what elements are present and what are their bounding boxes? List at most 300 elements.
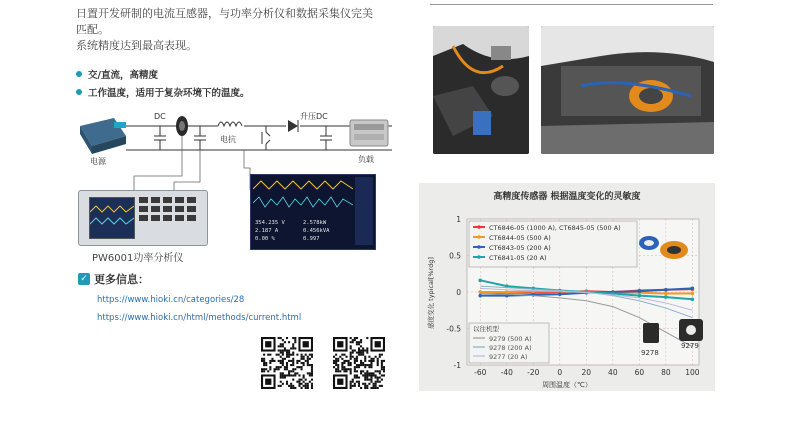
qr-module (360, 370, 362, 372)
x-tick-label: 40 (608, 368, 618, 377)
readout-0: 354.235 V (255, 220, 285, 226)
qr-module (311, 374, 313, 376)
qr-module (278, 354, 280, 356)
qr-module (282, 349, 284, 351)
qr-module (290, 347, 292, 349)
product-label-9279: 9279 (681, 342, 699, 350)
qr-module (298, 374, 300, 376)
qr-module (377, 370, 379, 372)
qr-module (303, 358, 305, 360)
qr-module (311, 356, 313, 358)
qr-module (381, 379, 383, 381)
qr-module (282, 339, 284, 341)
qr-module (348, 368, 350, 370)
qr-module (286, 356, 288, 358)
qr-module (348, 362, 350, 364)
qr-module (282, 352, 284, 354)
x-tick-label: -40 (500, 368, 513, 377)
qr-module (286, 368, 288, 370)
qr-module (271, 358, 273, 360)
qr-module (364, 358, 366, 360)
qr-module (375, 383, 377, 385)
qr-module (377, 381, 379, 383)
qr-module (280, 366, 282, 368)
qr-module (298, 385, 300, 387)
qr-module (269, 354, 271, 356)
qr-module (345, 370, 347, 372)
qr-module (292, 385, 294, 387)
qr-module (360, 354, 362, 356)
qr-module (309, 358, 311, 360)
qr-module (341, 358, 343, 360)
qr-module (370, 381, 372, 383)
qr-module (267, 354, 269, 356)
qr-module (282, 362, 284, 364)
qr-module (278, 360, 280, 362)
qr-module (356, 377, 358, 379)
qr-module (354, 374, 356, 376)
series-point (478, 294, 482, 298)
qr-module (364, 377, 366, 379)
qr-module (286, 354, 288, 356)
qr-module (282, 372, 284, 374)
qr-module (263, 360, 265, 362)
qr-module (368, 372, 370, 374)
qr-module (364, 383, 366, 385)
bullet-dot-icon (76, 71, 82, 77)
qr-module (303, 356, 305, 358)
qr-module (280, 343, 282, 345)
qr-module (278, 349, 280, 351)
qr-module (335, 358, 337, 360)
qr-module (298, 366, 300, 368)
qr-module (383, 370, 385, 372)
qr-module (288, 354, 290, 356)
qr-module (368, 364, 370, 366)
qr-module (294, 337, 296, 339)
qr-module (356, 352, 358, 354)
qr-module (301, 379, 303, 381)
qr-module (292, 345, 294, 347)
x-tick-label: 20 (581, 368, 592, 377)
qr-module (354, 370, 356, 372)
qr-module (350, 341, 352, 343)
qr-module (352, 356, 354, 358)
qr-module (288, 385, 290, 387)
qr-module (276, 354, 278, 356)
qr-module (296, 354, 298, 356)
series-point (664, 288, 668, 292)
qr-module (292, 364, 294, 366)
qr-module (362, 354, 364, 356)
qr-module (335, 364, 337, 366)
qr-module (290, 385, 292, 387)
power-analyzer-device (78, 190, 208, 246)
qr-module (311, 372, 313, 374)
qr-module (348, 360, 350, 362)
qr-module (345, 368, 347, 370)
qr-module (288, 352, 290, 354)
engine-photo-1 (433, 26, 529, 154)
qr-module (265, 362, 267, 364)
qr-module (366, 374, 368, 376)
more-info-heading (78, 271, 149, 287)
qr-module (292, 354, 294, 356)
qr-module (290, 374, 292, 376)
qr-module (292, 347, 294, 349)
qr-module (354, 358, 356, 360)
qr-finder (265, 379, 271, 385)
y-tick-label: 0 (456, 288, 461, 297)
qr-module (343, 370, 345, 372)
qr-module (368, 379, 370, 381)
info-icon: ✓ (78, 273, 90, 285)
qr-module (360, 360, 362, 362)
qr-module (352, 352, 354, 354)
qr-module (307, 360, 309, 362)
qr-module (381, 364, 383, 366)
qr-module (375, 385, 377, 387)
qr-module (301, 358, 303, 360)
qr-module (370, 379, 372, 381)
qr-module (305, 354, 307, 356)
qr-module (379, 356, 381, 358)
qr-module (303, 362, 305, 364)
qr-module (370, 358, 372, 360)
qr-module (284, 347, 286, 349)
qr-module (352, 341, 354, 343)
qr-module (280, 352, 282, 354)
qr-module (292, 358, 294, 360)
qr-module (337, 360, 339, 362)
qr-module (381, 368, 383, 370)
qr-module (364, 379, 366, 381)
qr-module (261, 370, 263, 372)
qr-module (350, 383, 352, 385)
qr-module (309, 374, 311, 376)
legacy-legend-entry: 9279 (500 A) (489, 335, 532, 343)
qr-module (377, 387, 379, 389)
qr-module (290, 354, 292, 356)
qr-module (366, 352, 368, 354)
transistor-switch-icon (262, 126, 270, 150)
qr-module (286, 366, 288, 368)
qr-module (303, 385, 305, 387)
qr-module (311, 385, 313, 387)
qr-module (356, 356, 358, 358)
series-point (691, 292, 695, 296)
qr-module (290, 364, 292, 366)
qr-module (311, 379, 313, 381)
qr-module (354, 349, 356, 351)
qr-module (341, 362, 343, 364)
qr-module (282, 360, 284, 362)
qr-module (350, 381, 352, 383)
qr-module (311, 354, 313, 356)
legend-marker (477, 245, 481, 249)
series-point (664, 292, 668, 296)
qr-module (379, 372, 381, 374)
qr-module (307, 358, 309, 360)
qr-module (286, 352, 288, 354)
legend-entry: CT6843-05 (200 A) (489, 244, 551, 252)
qr-module (354, 383, 356, 385)
qr-module (286, 362, 288, 364)
qr-module (360, 341, 362, 343)
qr-module (296, 372, 298, 374)
source-label: 电源 (90, 157, 106, 166)
qr-module (373, 387, 375, 389)
qr-module (286, 383, 288, 385)
qr-module (307, 362, 309, 364)
qr-module (377, 377, 379, 379)
readout-4: 0.456kVA (303, 228, 330, 234)
qr-module (335, 362, 337, 364)
boost-dc-label: 升压DC (300, 112, 328, 121)
qr-module (298, 383, 300, 385)
qr-module (263, 362, 265, 364)
qr-module (345, 360, 347, 362)
qr-module (301, 387, 303, 389)
intro-line-1: 日置开发研制的电流互感器，与功率分析仪和数据采集仪完美 (76, 7, 373, 20)
qr-module (284, 368, 286, 370)
qr-module (360, 352, 362, 354)
bullet-item-2 (76, 85, 250, 99)
qr-module (366, 370, 368, 372)
qr-module (337, 358, 339, 360)
link-categories[interactable]: https://www.hioki.cn/categories/28 (97, 295, 245, 305)
qr-module (381, 385, 383, 387)
qr-module (261, 368, 263, 370)
qr-module (354, 366, 356, 368)
qr-module (333, 356, 335, 358)
qr-module (370, 372, 372, 374)
qr-module (366, 379, 368, 381)
qr-finder (337, 341, 343, 347)
qr-module (335, 368, 337, 370)
qr-module (294, 339, 296, 341)
qr-module (301, 356, 303, 358)
qr-module (311, 366, 313, 368)
qr-module (337, 368, 339, 370)
qr-module (311, 368, 313, 370)
qr-module (381, 354, 383, 356)
series-point (638, 294, 642, 298)
qr-module (364, 349, 366, 351)
qr-module (350, 372, 352, 374)
legacy-legend-entry: 9278 (200 A) (489, 344, 532, 352)
qr-module (278, 368, 280, 370)
qr-module (294, 372, 296, 374)
qr-module (362, 383, 364, 385)
legend-entry: CT6841-05 (20 A) (489, 254, 547, 262)
qr-module (358, 381, 360, 383)
qr-module (364, 364, 366, 366)
qr-module (360, 387, 362, 389)
x-tick-label: 100 (685, 368, 700, 377)
qr-module (292, 352, 294, 354)
qr-module (296, 381, 298, 383)
qr-module (280, 374, 282, 376)
qr-module (350, 352, 352, 354)
qr-module (358, 354, 360, 356)
readout-5: 0.997 (303, 236, 320, 242)
qr-module (282, 358, 284, 360)
link-current-methods[interactable]: https://www.hioki.cn/html/methods/current.html (97, 313, 302, 323)
qr-module (348, 364, 350, 366)
qr-module (379, 370, 381, 372)
qr-module (364, 356, 366, 358)
qr-module (284, 374, 286, 376)
qr-module (307, 356, 309, 358)
bullet-dot-icon (76, 89, 82, 95)
qr-module (309, 372, 311, 374)
qr-module (362, 362, 364, 364)
qr-module (280, 360, 282, 362)
chart-ylabel: 感度变化 typical[%rdg] (427, 257, 435, 329)
qr-module (368, 383, 370, 385)
qr-module (263, 364, 265, 366)
qr-module (364, 360, 366, 362)
bullet-text-2: 工作温度，适用于复杂环境下的温度。 (88, 88, 250, 99)
qr-module (350, 337, 352, 339)
qr-module (375, 370, 377, 372)
qr-module (370, 360, 372, 362)
qr-module (261, 360, 263, 362)
qr-module (282, 343, 284, 345)
y-tick-label: -1 (453, 361, 461, 370)
qr-module (288, 349, 290, 351)
qr-module (350, 368, 352, 370)
qr-module (284, 341, 286, 343)
qr-module (307, 364, 309, 366)
qr-module (282, 345, 284, 347)
qr-module (280, 362, 282, 364)
qr-module (292, 368, 294, 370)
x-tick-label: -60 (474, 368, 487, 377)
chart-xlabel: 周围温度（℃） (542, 381, 592, 389)
qr-module (350, 385, 352, 387)
qr-module (280, 345, 282, 347)
qr-module (335, 354, 337, 356)
x-tick-label: 80 (661, 368, 671, 377)
qr-module (362, 364, 364, 366)
qr-module (358, 341, 360, 343)
qr-module (335, 360, 337, 362)
qr-module (375, 356, 377, 358)
qr-module (305, 360, 307, 362)
qr-module (263, 354, 265, 356)
qr-module (370, 362, 372, 364)
qr-module (303, 377, 305, 379)
qr-module (375, 374, 377, 376)
qr-module (356, 366, 358, 368)
qr-module (350, 387, 352, 389)
legacy-legend-entry: 9277 (20 A) (489, 353, 528, 361)
legend-marker (477, 235, 481, 239)
qr-module (358, 352, 360, 354)
qr-module (358, 343, 360, 345)
qr-module (305, 383, 307, 385)
qr-module (292, 374, 294, 376)
qr-module (362, 352, 364, 354)
qr-module (269, 362, 271, 364)
qr-module (276, 366, 278, 368)
qr-module (343, 368, 345, 370)
qr-module (337, 364, 339, 366)
qr-module (360, 349, 362, 351)
current-sensor-icon (176, 116, 188, 136)
product-label-9278: 9278 (641, 349, 659, 357)
series-point (558, 292, 562, 296)
qr-module (309, 364, 311, 366)
qr-module (303, 364, 305, 366)
qr-module (364, 366, 366, 368)
qr-module (286, 374, 288, 376)
qr-module (373, 372, 375, 374)
qr-module (296, 366, 298, 368)
qr-module (290, 370, 292, 372)
qr-module (356, 381, 358, 383)
qr-module (284, 377, 286, 379)
qr-module (352, 339, 354, 341)
qr-module (309, 354, 311, 356)
qr-module (350, 356, 352, 358)
qr-module (373, 385, 375, 387)
qr-module (305, 379, 307, 381)
qr-module (352, 379, 354, 381)
intro-text (76, 6, 428, 54)
y-tick-label: -0.5 (446, 324, 461, 334)
qr-module (350, 370, 352, 372)
qr-module (362, 370, 364, 372)
qr-module (373, 374, 375, 376)
qr-module (273, 368, 275, 370)
qr-module (358, 347, 360, 349)
qr-module (343, 366, 345, 368)
qr-module (271, 360, 273, 362)
qr-module (288, 341, 290, 343)
qr-module (383, 366, 385, 368)
qr-module (345, 356, 347, 358)
qr-module (294, 387, 296, 389)
qr-module (269, 360, 271, 362)
qr-module (354, 339, 356, 341)
qr-module (366, 387, 368, 389)
qr-module (301, 362, 303, 364)
qr-module (383, 374, 385, 376)
qr-module (263, 370, 265, 372)
qr-module (373, 383, 375, 385)
qr-module (311, 383, 313, 385)
qr-module (366, 364, 368, 366)
qr-module (276, 368, 278, 370)
qr-module (370, 366, 372, 368)
qr-module (354, 337, 356, 339)
qr-module (269, 368, 271, 370)
x-tick-label: -20 (527, 368, 540, 377)
load-icon (350, 120, 388, 146)
legend-marker (477, 225, 481, 229)
qr-module (288, 370, 290, 372)
series-point (691, 287, 695, 291)
qr-module (294, 374, 296, 376)
qr-module (267, 370, 269, 372)
x-tick-label: 60 (634, 368, 645, 377)
qr-module (298, 360, 300, 362)
qr-module (305, 387, 307, 389)
qr-module (354, 362, 356, 364)
